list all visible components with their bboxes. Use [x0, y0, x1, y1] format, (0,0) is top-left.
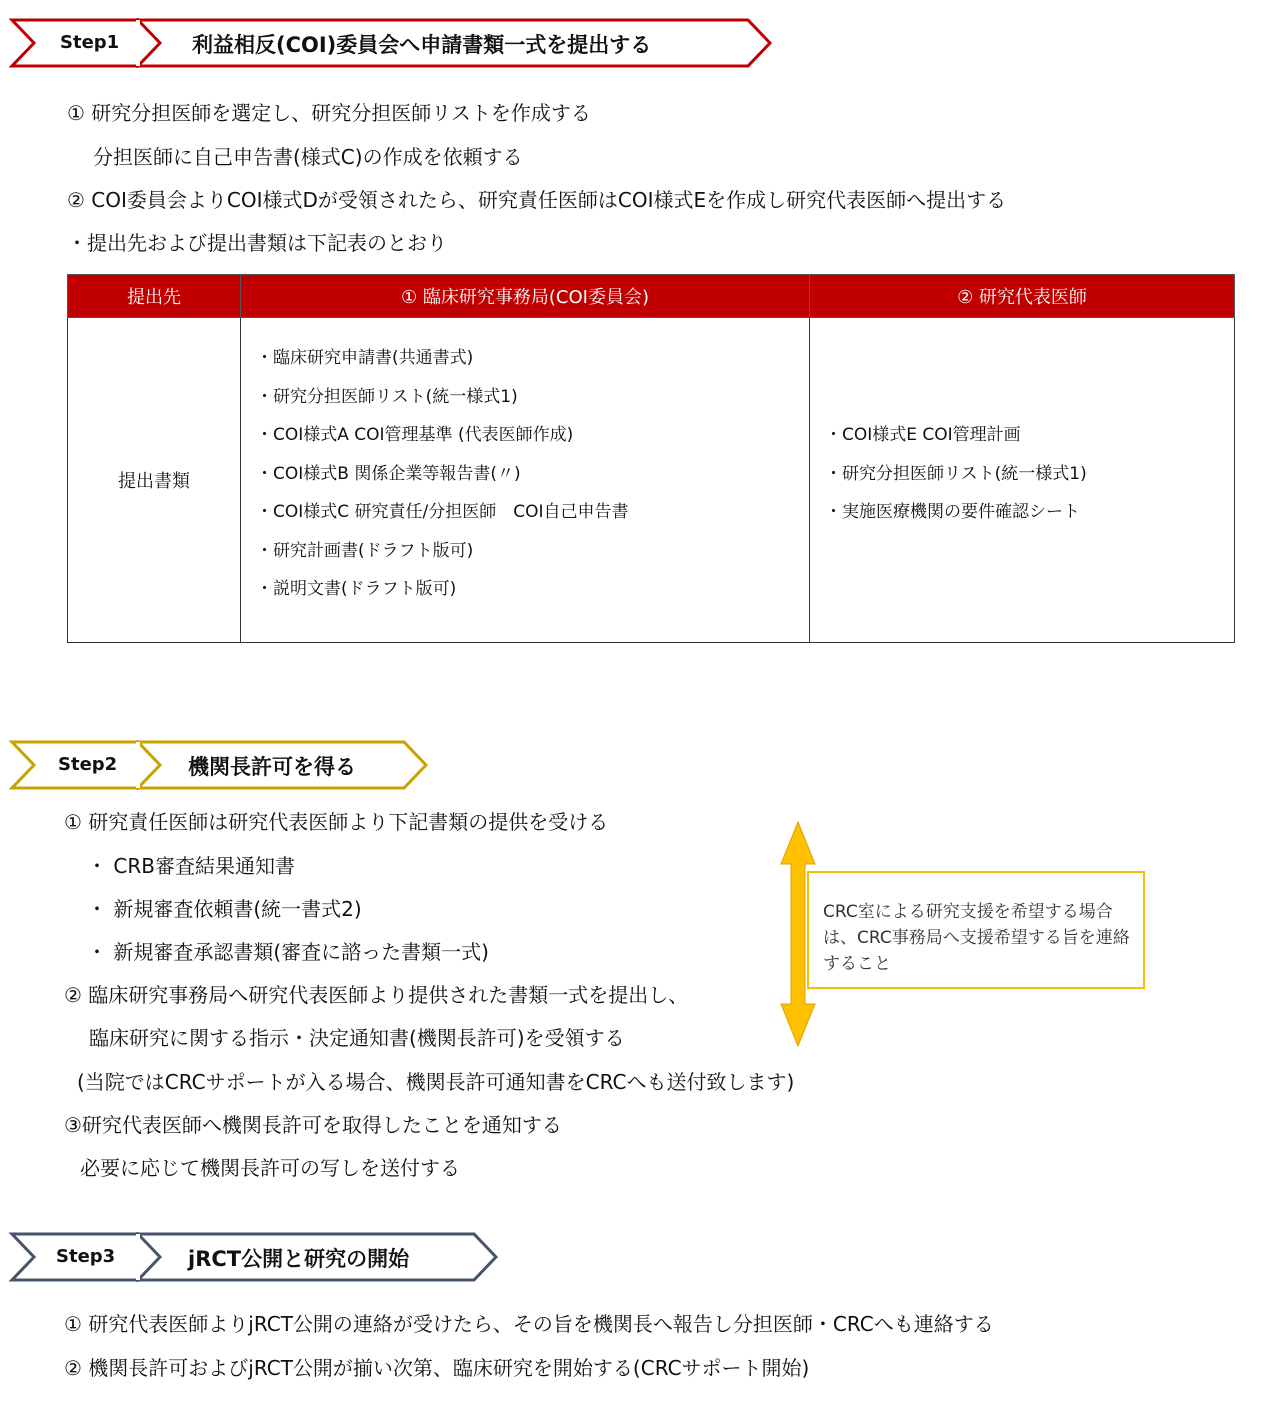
- lead-physician-documents: [810, 318, 1235, 643]
- list-item: ・研究分担医師リスト(統一様式1): [256, 386, 518, 407]
- step2-line-4: ・ 新規審査承認書類(審査に諮った書類一式): [87, 940, 489, 964]
- header-lead-physician: ② 研究代表医師: [810, 275, 1235, 318]
- step2-line-5: ② 臨床研究事務局へ研究代表医師より提供された書類一式を提出し、: [64, 983, 689, 1007]
- list-item: ・臨床研究申請書(共通書式): [256, 348, 474, 369]
- step1-title: 利益相反(COI)委員会へ申請書類一式を提出する: [192, 33, 652, 57]
- table-row: [68, 318, 1235, 643]
- step3-line-2: ② 機関長許可およびjRCT公開が揃い次第、臨床研究を開始する(CRCサポート開始): [64, 1356, 810, 1380]
- submission-table: [67, 274, 1235, 643]
- step2-line-8: ③研究代表医師へ機関長許可を取得したことを通知する: [64, 1113, 562, 1137]
- step3-label: Step3: [56, 1246, 116, 1267]
- step1-label: Step1: [60, 32, 120, 53]
- step3-title: jRCT公開と研究の開始: [188, 1247, 410, 1271]
- step3-banner: [8, 1232, 503, 1282]
- step2-title: 機関長許可を得る: [188, 755, 356, 779]
- list-item: ・実施医療機関の要件確認シート: [825, 502, 1080, 523]
- step1-banner: [8, 18, 778, 68]
- list-item: ・COI様式E COI管理計画: [825, 425, 1021, 446]
- step2-label: Step2: [58, 754, 118, 775]
- step2-line-9: 必要に応じて機関長許可の写しを送付する: [80, 1156, 460, 1180]
- step2-line-7: (当院ではCRCサポートが入る場合、機関長許可通知書をCRCへも送付致します): [77, 1070, 795, 1094]
- header-destination: 提出先: [68, 275, 241, 318]
- crc-support-note: CRC室による研究支援を希望する場合は、CRC事務局へ支援希望する旨を連絡すること: [807, 871, 1145, 989]
- list-item: ・COI様式B 関係企業等報告書(〃): [256, 463, 521, 484]
- step2-line-2: ・ CRB審査結果通知書: [87, 854, 295, 878]
- list-item: ・研究計画書(ドラフト版可): [256, 540, 474, 561]
- step3-line-1: ① 研究代表医師よりjRCT公開の連絡が受けたら、その旨を機関長へ報告し分担医師・CRCへも連絡する: [64, 1312, 994, 1336]
- step1-line-2: 分担医師に自己申告書(様式C)の作成を依頼する: [93, 145, 523, 169]
- row-label-documents: 提出書類: [68, 318, 241, 643]
- list-item: ・研究分担医師リスト(統一様式1): [825, 463, 1087, 484]
- step1-line-4: ・提出先および提出書類は下記表のとおり: [67, 231, 447, 255]
- list-item: ・COI様式A COI管理基準 (代表医師作成): [256, 425, 574, 446]
- list-item: ・説明文書(ドラフト版可): [256, 579, 457, 600]
- table-header-row: [68, 275, 1235, 318]
- step2-line-3: ・ 新規審査依頼書(統一書式2): [87, 897, 362, 921]
- coi-office-documents: [241, 318, 810, 643]
- header-coi-office: ① 臨床研究事務局(COI委員会): [241, 275, 810, 318]
- step2-banner: [8, 740, 433, 790]
- step1-line-3: ② COI委員会よりCOI様式Dが受領されたら、研究責任医師はCOI様式Eを作成し研究代表医師へ提出する: [67, 188, 1007, 212]
- step2-line-6: 臨床研究に関する指示・決定通知書(機関長許可)を受領する: [89, 1026, 625, 1050]
- step1-line-1: ① 研究分担医師を選定し、研究分担医師リストを作成する: [67, 101, 591, 125]
- step2-line-1: ① 研究責任医師は研究代表医師より下記書類の提供を受ける: [64, 810, 609, 834]
- list-item: ・COI様式C 研究責任/分担医師 COI自己申告書: [256, 502, 629, 523]
